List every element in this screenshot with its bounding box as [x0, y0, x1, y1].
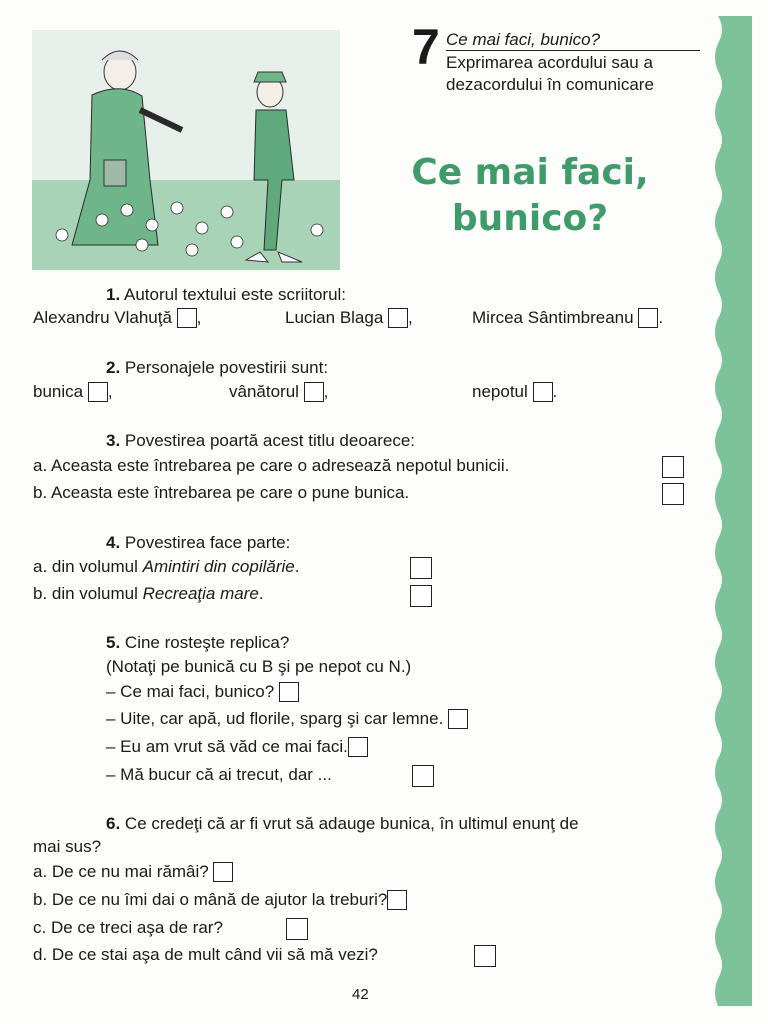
q1-end: . — [658, 308, 664, 327]
q3-option-a: a. Aceasta este întrebarea pe care o adresează nepotul bunicii. — [33, 456, 510, 475]
q5-line-3 — [106, 736, 368, 758]
question-5 — [106, 632, 289, 654]
q2-sep-2: , — [323, 382, 329, 401]
question-4 — [106, 532, 290, 554]
grandmother-and-grandson-illustration — [32, 30, 340, 270]
q2-option-3 — [472, 381, 557, 403]
question-5-text: Cine rosteşte replica? — [124, 633, 290, 652]
q5-line-1-text: – Ce mai faci, bunico? — [106, 682, 275, 701]
question-2-number: 2. — [106, 358, 121, 377]
story-title-line2: bunico? — [451, 198, 609, 239]
q3-option-b: b. Aceasta este întrebarea pe care o pune bunica. — [33, 483, 410, 502]
question-2 — [106, 357, 328, 379]
q1-option-1 — [33, 307, 201, 329]
lesson-number: 7 — [412, 19, 440, 75]
q4-option-b-end: . — [258, 584, 264, 603]
q2-option-1-checkbox[interactable] — [88, 382, 108, 402]
question-6-text: Ce credeţi că ar fi vrut să adauge bunica, în ultimul enunţ de — [124, 814, 579, 833]
question-6-number: 6. — [106, 814, 121, 833]
question-6 — [106, 813, 579, 835]
q1-option-1-checkbox[interactable] — [177, 308, 197, 328]
q5-line-1 — [106, 681, 299, 703]
q2-end: . — [552, 382, 558, 401]
q1-option-3 — [472, 307, 663, 329]
question-4-text: Povestirea face parte: — [124, 533, 291, 552]
q6-option-c-label: c. De ce treci aşa de rar? — [33, 918, 223, 937]
q2-option-2 — [229, 381, 328, 403]
q3-option-b-checkbox[interactable] — [662, 483, 684, 505]
lesson-divider — [446, 50, 700, 51]
q5-line-4-checkbox[interactable] — [412, 765, 434, 787]
question-4-number: 4. — [106, 533, 121, 552]
q5-line-3-checkbox[interactable] — [348, 737, 368, 757]
q2-option-3-checkbox[interactable] — [533, 382, 553, 402]
q1-option-1-label: Alexandru Vlahuţă — [33, 308, 172, 327]
q1-option-3-checkbox[interactable] — [638, 308, 658, 328]
question-6-text-cont: mai sus? — [33, 837, 102, 856]
q4-option-a-end: . — [294, 557, 300, 576]
q2-option-2-label: vânătorul — [229, 382, 299, 401]
green-wavy-border — [712, 16, 752, 1006]
q2-option-3-label: nepotul — [472, 382, 528, 401]
q6-option-c-checkbox[interactable] — [286, 918, 308, 940]
q5-line-2-text: – Uite, car apă, ud florile, sparg şi car lemne. — [106, 709, 444, 728]
q5-line-2 — [106, 708, 468, 730]
question-1-number: 1. — [106, 285, 121, 304]
q1-option-3-label: Mircea Sântimbreanu — [472, 308, 634, 327]
q6-option-d-checkbox[interactable] — [474, 945, 496, 967]
q5-line-2-checkbox[interactable] — [448, 709, 468, 729]
q4-option-a-title: Amintiri din copilărie — [142, 557, 295, 576]
story-title-line1: Ce mai faci, — [411, 152, 649, 193]
page-number: 42 — [352, 986, 369, 1003]
q6-option-c — [33, 917, 223, 939]
q1-option-2 — [285, 307, 413, 329]
q6-option-b-label: b. De ce nu îmi dai o mână de ajutor la treburi? — [33, 890, 388, 909]
question-1-text: Autorul textului este scriitorul: — [123, 285, 347, 304]
question-3-text: Povestirea poartă acest titlu deoarece: — [124, 431, 416, 450]
q4-option-a-prefix: a. din volumul — [33, 557, 143, 576]
q2-option-1 — [33, 381, 113, 403]
q2-sep-1: , — [107, 382, 113, 401]
q4-option-b-prefix: b. din volumul — [33, 584, 143, 603]
question-5-number: 5. — [106, 633, 121, 652]
q5-line-1-checkbox[interactable] — [279, 682, 299, 702]
q6-option-a-label: a. De ce nu mai rămâi? — [33, 862, 209, 881]
q4-option-b — [33, 583, 264, 605]
q4-option-a-checkbox[interactable] — [410, 557, 432, 579]
q6-option-d — [33, 944, 378, 966]
q1-option-2-label: Lucian Blaga — [285, 308, 384, 327]
q2-option-2-checkbox[interactable] — [304, 382, 324, 402]
q6-option-b — [33, 889, 407, 911]
q6-option-a-checkbox[interactable] — [213, 862, 233, 882]
q4-option-b-checkbox[interactable] — [410, 585, 432, 607]
q3-option-a-checkbox[interactable] — [662, 456, 684, 478]
q6-option-b-checkbox[interactable] — [387, 890, 407, 910]
q1-sep-2: , — [408, 308, 413, 327]
q6-option-a — [33, 861, 233, 883]
q1-option-2-checkbox[interactable] — [388, 308, 408, 328]
lesson-subtitle: Ce mai faci, bunico? — [446, 30, 601, 49]
question-3 — [106, 430, 415, 452]
q4-option-a — [33, 556, 299, 578]
q5-line-4-text: – Mă bucur că ai trecut, dar ... — [106, 765, 332, 784]
question-5-note: (Notaţi pe bunică cu B şi pe nepot cu N.) — [106, 657, 412, 676]
question-2-text: Personajele povestirii sunt: — [124, 358, 329, 377]
q1-sep-1: , — [196, 308, 202, 327]
q4-option-b-title: Recreaţia mare — [142, 584, 259, 603]
q2-option-1-label: bunica — [33, 382, 84, 401]
question-1 — [106, 284, 346, 306]
lesson-description: Exprimarea acordului sau a dezacordului în comunicare — [446, 53, 654, 94]
q6-option-d-label: d. De ce stai aşa de mult când vii să mă vezi? — [33, 945, 378, 964]
q5-line-3-text: – Eu am vrut să văd ce mai faci. — [106, 737, 348, 756]
q5-line-4 — [106, 764, 332, 786]
question-3-number: 3. — [106, 431, 121, 450]
story-title — [380, 150, 680, 242]
